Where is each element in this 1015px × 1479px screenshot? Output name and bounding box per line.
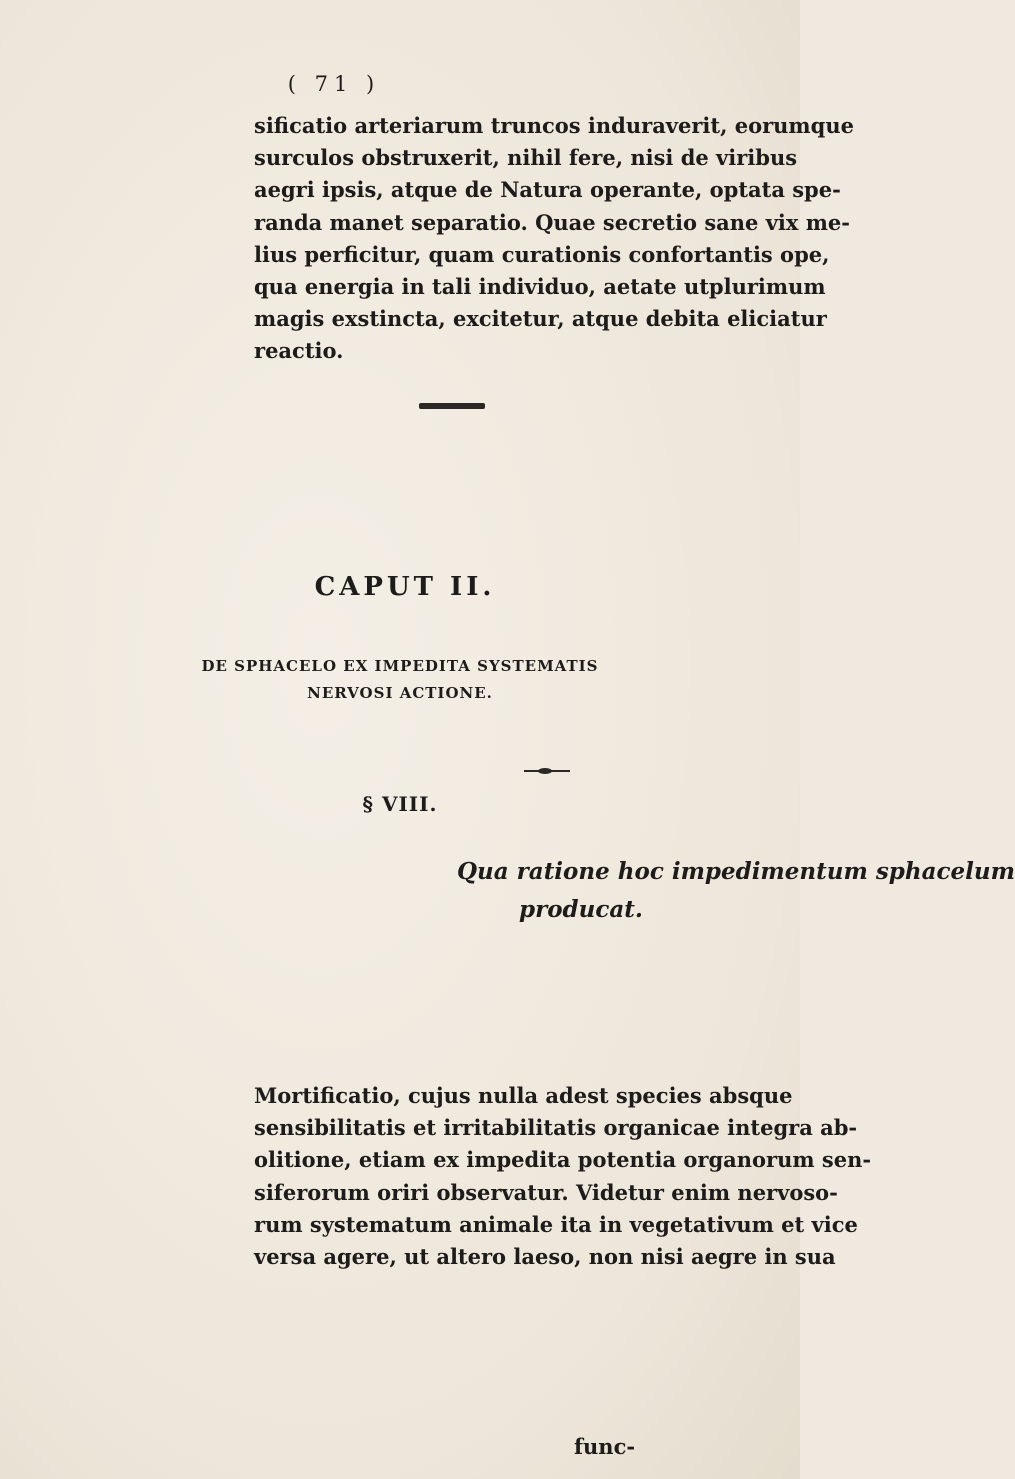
text-line: Mortificatio, cujus nulla adest species absque [254, 1083, 793, 1108]
text-line: sensibilitatis et irritabilitatis organicae integra ab- [254, 1115, 858, 1141]
paragraph-1 [254, 110, 854, 368]
paragraph-2 [254, 1080, 872, 1273]
text-line: versa agere, ut altero laeso, non nisi aegre in sua [254, 1244, 836, 1270]
text-line: randa manet separatio. Quae secretio sane vix me- [254, 209, 850, 235]
text-line: siferorum oriri observatur. Videtur enim nervoso- [254, 1179, 838, 1205]
ornamental-separator [419, 403, 485, 409]
chapter-heading: CAPUT II. [314, 572, 496, 602]
page-number: ( 71 ) [287, 72, 381, 96]
text-line: olitione, etiam ex impedita potentia organorum sen- [254, 1147, 872, 1173]
text-line: surculos obstruxerit, nihil fere, nisi de viribus [254, 145, 798, 171]
text-line: lius perficitur, quam curationis confortantis ope, [254, 241, 830, 267]
text-line: qua energia in tali individuo, aetate utplurimum [254, 274, 826, 300]
text-line: rum systematum animale ita in vegetativum et vice [254, 1211, 858, 1237]
chapter-subtitle-line-2: NERVOSI ACTIONE. [307, 684, 493, 702]
divider-rule [524, 770, 570, 772]
section-title-line-2: producat. [519, 896, 643, 923]
section-title-line-1: Qua ratione hoc impedimentum sphacelum [457, 858, 1015, 885]
text-line: sificatio arteriarum truncos induraverit, eorumque [254, 113, 854, 138]
text-line: aegri ipsis, atque de Natura operante, optata spe- [254, 177, 841, 203]
catchword: func- [574, 1434, 636, 1459]
text-line: reactio. [254, 338, 344, 364]
section-number: § VIII. [362, 792, 438, 816]
chapter-subtitle-line-1: DE SPHACELO EX IMPEDITA SYSTEMATIS [201, 657, 599, 675]
text-line: magis exstincta, excitetur, atque debita eliciatur [254, 306, 827, 332]
